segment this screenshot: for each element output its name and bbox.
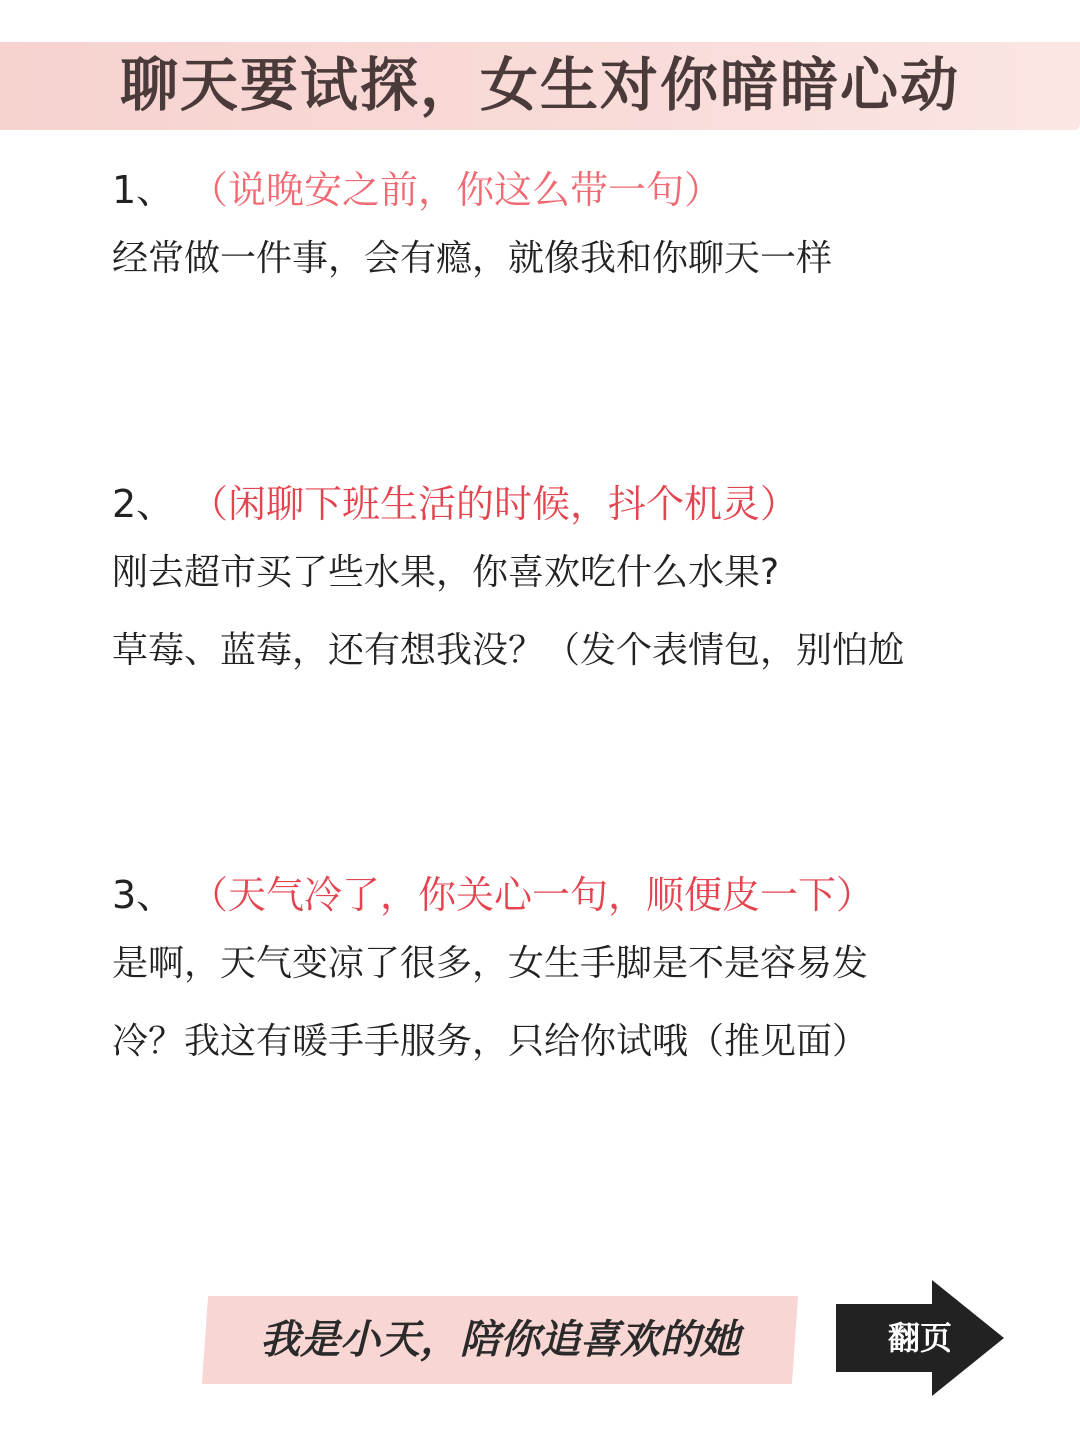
tip-heading: （说晚安之前，你这么带一句） bbox=[190, 168, 723, 212]
page-title: 聊天要试探，女生对你暗暗心动 bbox=[119, 51, 960, 119]
next-page-label: 翻页 bbox=[887, 1319, 952, 1357]
tip-section-1 bbox=[112, 160, 1042, 298]
tip-number: 2、 bbox=[112, 482, 175, 526]
tip-heading-row bbox=[112, 865, 1042, 925]
tip-text-line: 刚去超市买了些水果，你喜欢吃什么水果? bbox=[112, 552, 780, 593]
tip-heading: （闲聊下班生活的时候，抖个机灵） bbox=[190, 482, 799, 526]
tip-text-line: 是啊，天气变凉了很多，女生手脚是不是容易发 bbox=[112, 943, 869, 984]
footer-slogan: 我是小天，陪你追喜欢的她 bbox=[260, 1316, 740, 1363]
next-page-button[interactable] bbox=[836, 1280, 1006, 1396]
tip-text-line: 草莓、蓝莓，还有想我没？（发个表情包，别怕尬 bbox=[112, 630, 905, 671]
tip-text-line: 冷？我这有暖手手服务，只给你试哦（推见面） bbox=[112, 1021, 869, 1062]
tip-section-3 bbox=[112, 865, 1042, 1081]
tip-number: 3、 bbox=[112, 873, 175, 917]
tip-heading-row bbox=[112, 160, 1042, 220]
tip-text-line: 经常做一件事，会有瘾，就像我和你聊天一样 bbox=[112, 238, 833, 279]
tip-section-2 bbox=[112, 474, 1042, 690]
tip-heading-row bbox=[112, 474, 1042, 534]
tip-heading: （天气冷了，你关心一句，顺便皮一下） bbox=[190, 873, 875, 917]
tip-number: 1、 bbox=[112, 168, 175, 212]
